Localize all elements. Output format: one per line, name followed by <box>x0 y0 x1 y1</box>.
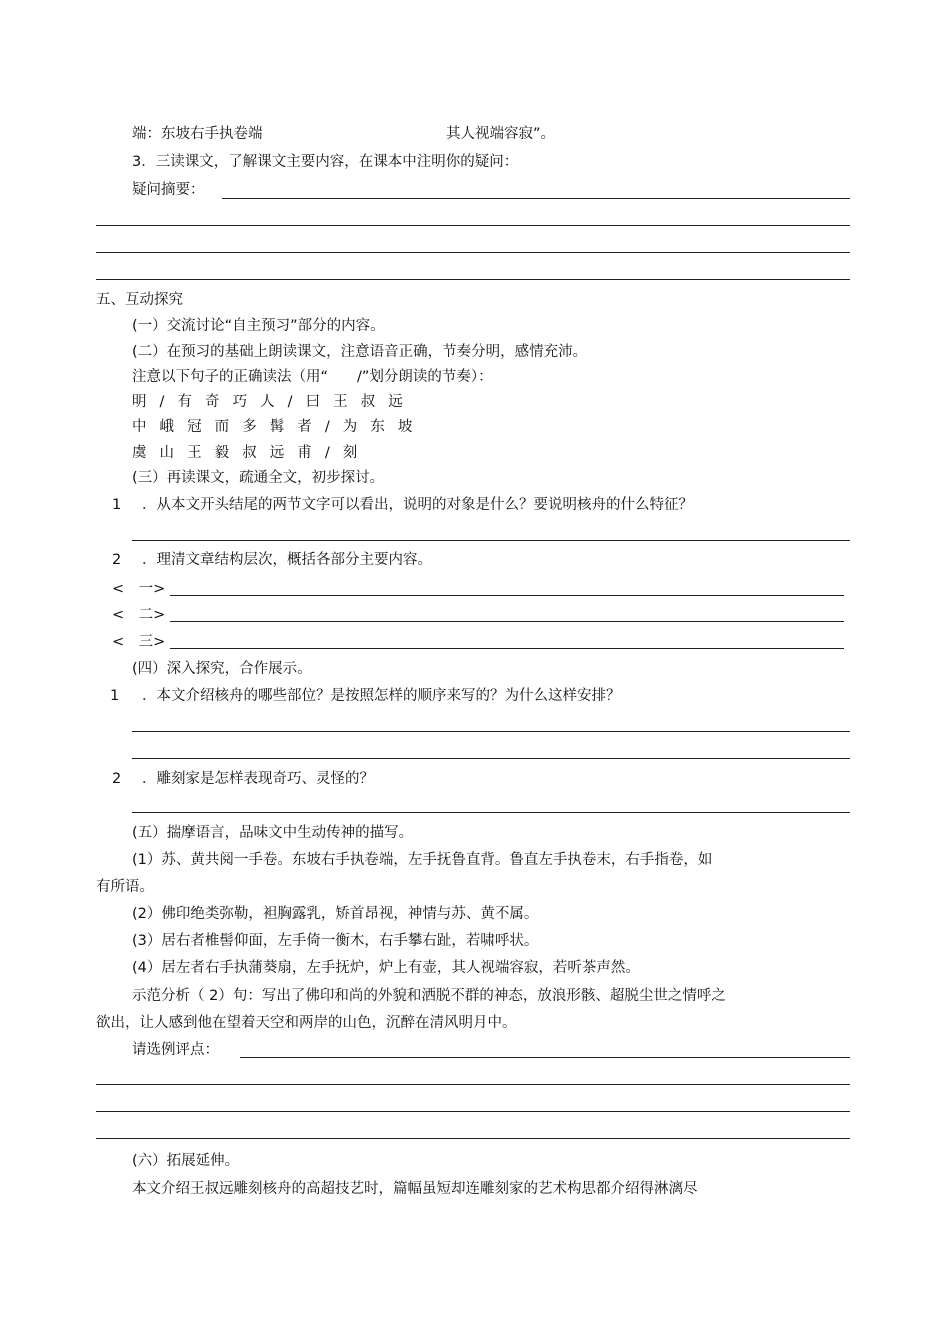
sentence-4: (4）居左者右手执蒲葵扇，左手抚炉，炉上有壶，其人视端容寂，若听茶声然。 <box>132 960 640 976</box>
example-analysis: 示范分析（ 2）句：写出了佛印和尚的外貌和洒脱不群的神态，放浪形骸、超脱尘世之情呼之 <box>132 988 726 1004</box>
answer-line[interactable] <box>96 225 850 226</box>
item-3: 3．三读课文，了解课文主要内容，在课本中注明你的疑问： <box>132 154 519 170</box>
para-1: (一）交流讨论“自主预习”部分的内容。 <box>132 318 385 334</box>
summary-label: 疑问摘要： <box>132 182 205 198</box>
question-1: ．从本文开头结尾的两节文字可以看出，说明的对象是什么？要说明核舟的什么特征？ <box>142 497 693 513</box>
answer-line[interactable] <box>170 648 844 649</box>
para-4: (四）深入探究，合作展示。 <box>132 661 312 677</box>
answer-line[interactable] <box>96 279 850 280</box>
reading-sentence-3: 虞山王毅叔远甫/刻 <box>132 445 371 461</box>
answer-line[interactable] <box>132 812 850 813</box>
answer-line[interactable] <box>132 540 850 541</box>
answer-line[interactable] <box>170 595 844 596</box>
question-3: ．本文介绍核舟的哪些部位？是按照怎样的顺序来写的？为什么这样安排？ <box>142 688 621 704</box>
reading-sentence-1: 明/有奇巧人/曰王叔远 <box>132 394 416 410</box>
reading-note: 注意以下句子的正确读法（用“ /”划分朗读的节奏）： <box>132 369 493 385</box>
answer-line[interactable] <box>96 1084 850 1085</box>
question-number: 1 <box>110 688 120 704</box>
sentence-2: (2）佛印绝类弥勒，袒胸露乳，矫首昂视，神情与苏、黄不属。 <box>132 906 539 922</box>
summary-answer-line[interactable] <box>222 198 850 199</box>
answer-line[interactable] <box>96 1138 850 1139</box>
question-number: 2 <box>112 771 122 787</box>
example-analysis-cont: 欲出，让人感到他在望着天空和两岸的山色，沉醉在清风明月中。 <box>96 1015 517 1031</box>
question-number: 2 <box>112 552 122 568</box>
sentence-3: (3）居右者椎髻仰面，左手倚一衡木，右手攀右趾，若啸呼状。 <box>132 933 539 949</box>
section5-title: 五、互动探究 <box>96 292 183 308</box>
line1-right: 其人视端容寂”。 <box>446 126 556 142</box>
line1-left: 端：东坡右手执卷端 <box>132 126 263 142</box>
part-label-2: < 二> <box>112 607 166 623</box>
question-4: ．雕刻家是怎样表现奇巧、灵怪的？ <box>142 771 374 787</box>
sentence-1b: 有所语。 <box>96 879 154 895</box>
section6-title: (六）拓展延伸。 <box>132 1153 240 1169</box>
answer-line[interactable] <box>96 1111 850 1112</box>
part-label-1: < 一> <box>112 581 166 597</box>
answer-line[interactable] <box>132 731 850 732</box>
sentence-1a: (1）苏、黄共阅一手卷。东坡右手执卷端，左手抚鲁直背。鲁直左手执卷末，右手指卷，如 <box>132 852 713 868</box>
para-3: (三）再读课文，疏通全文，初步探讨。 <box>132 470 385 486</box>
section6-text: 本文介绍王叔远雕刻核舟的高超技艺时，篇幅虽短却连雕刻家的艺术构思都介绍得淋漓尽 <box>132 1181 698 1197</box>
comment-answer-line[interactable] <box>240 1057 850 1058</box>
part-label-3: < 三> <box>112 634 166 650</box>
reading-sentence-2: 中峨冠而多髯者/为东坡 <box>132 419 426 435</box>
answer-line[interactable] <box>170 621 844 622</box>
question-number: 1 <box>112 497 122 513</box>
answer-line[interactable] <box>132 758 850 759</box>
answer-line[interactable] <box>96 252 850 253</box>
para-2: (二）在预习的基础上朗读课文，注意语音正确，节奏分明，感情充沛。 <box>132 344 588 360</box>
question-2: ．理清文章结构层次，概括各部分主要内容。 <box>142 552 432 568</box>
para-5: (五）揣摩语言，品味文中生动传神的描写。 <box>132 825 414 841</box>
comment-label: 请选例评点： <box>132 1042 219 1058</box>
